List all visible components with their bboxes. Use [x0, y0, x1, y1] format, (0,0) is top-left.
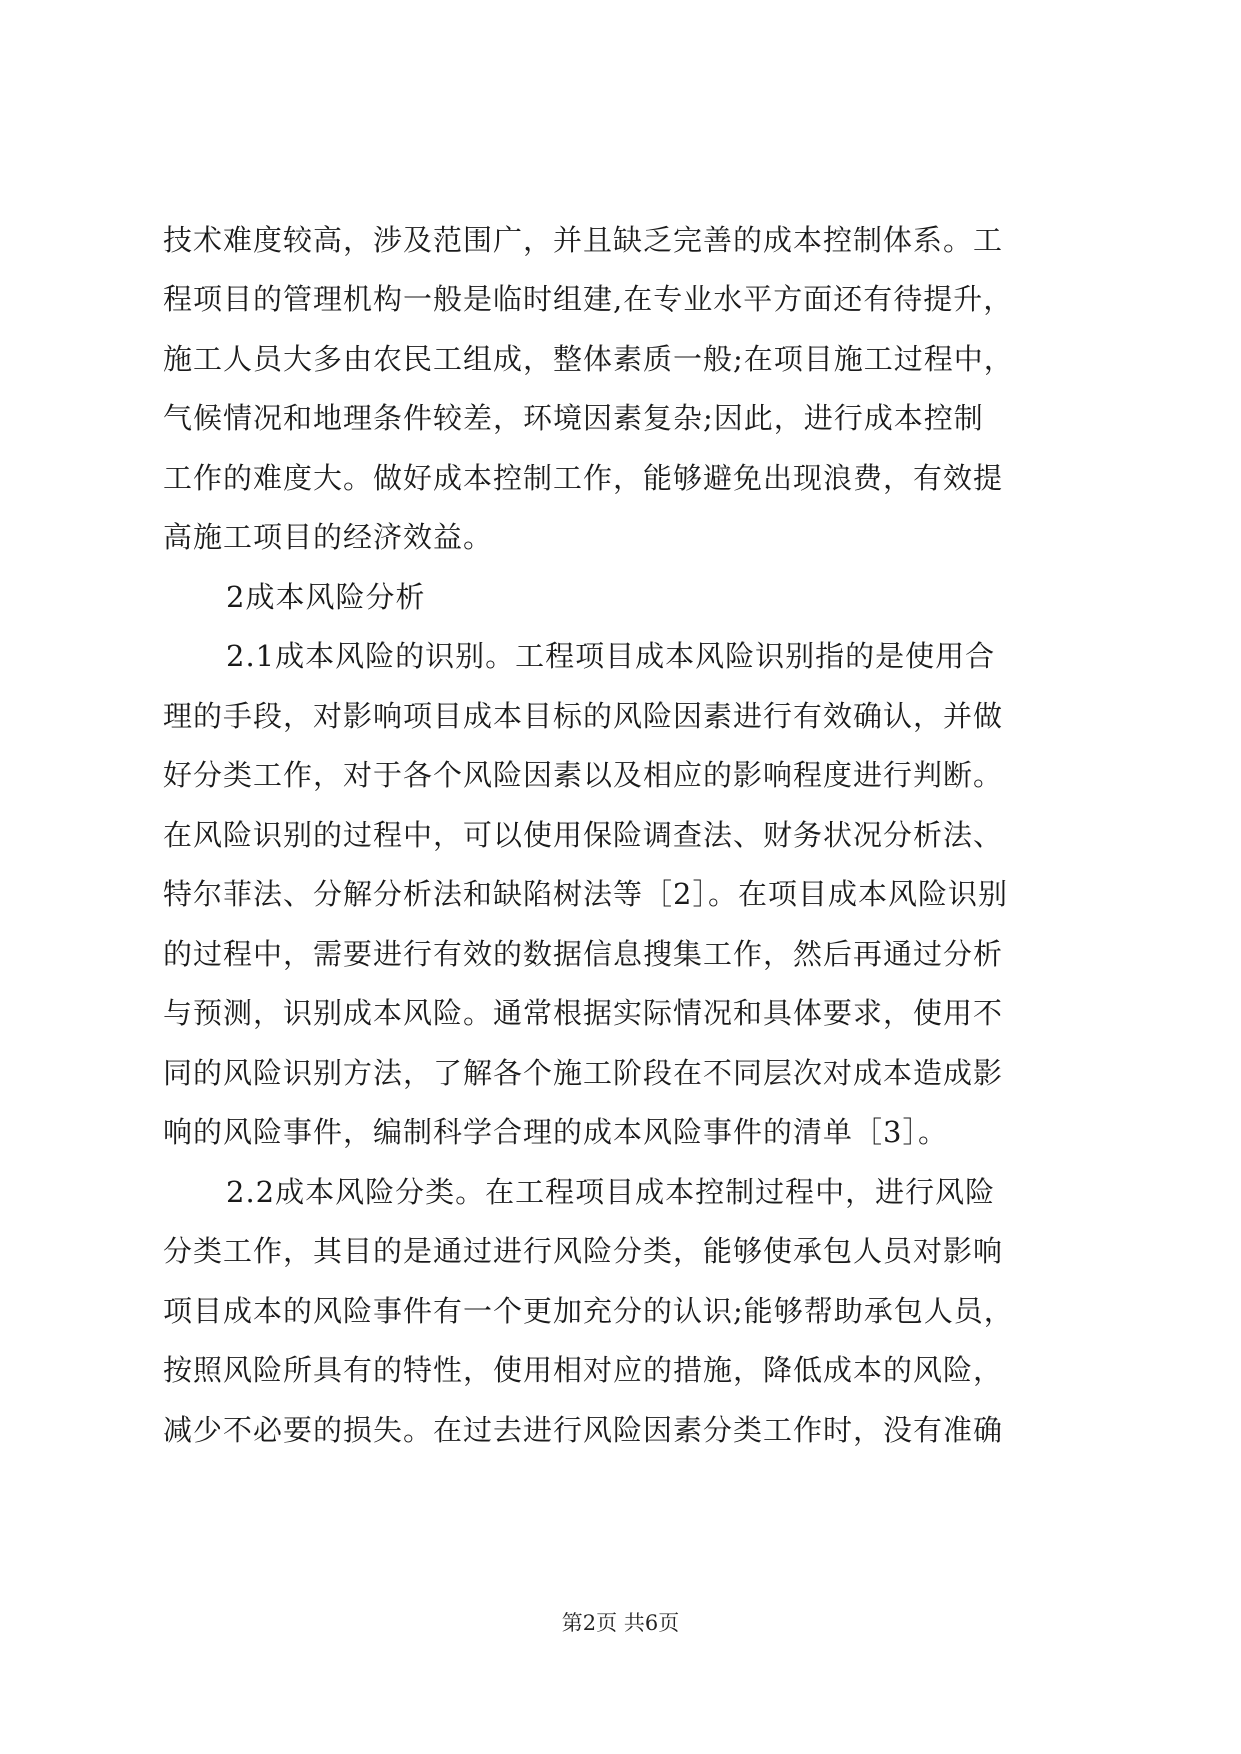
text-line: 气候情况和地理条件较差，环境因素复杂;因此，进行成本控制	[163, 401, 984, 435]
text-line: 同的风险识别方法，了解各个施工阶段在不同层次对成本造成影	[163, 1056, 1004, 1090]
text-line: 的过程中，需要进行有效的数据信息搜集工作，然后再通过分析	[163, 937, 1004, 971]
text-line: 与预测，识别成本风险。通常根据实际情况和具体要求，使用不	[163, 996, 1004, 1030]
text-line: 施工人员大多由农民工组成，整体素质一般;在项目施工过程中，	[163, 342, 1014, 376]
text-line: 按照风险所具有的特性，使用相对应的措施，降低成本的风险，	[163, 1353, 1004, 1387]
text-line: 减少不必要的损失。在过去进行风险因素分类工作时，没有准确	[163, 1413, 1004, 1447]
section-heading: 2成本风险分析	[226, 580, 426, 614]
text-line: 特尔菲法、分解分析法和缺陷树法等［2］。在项目成本风险识别	[163, 877, 1008, 911]
text-line: 响的风险事件，编制科学合理的成本风险事件的清单［3］。	[163, 1115, 948, 1149]
text-line: 分类工作，其目的是通过进行风险分类，能够使承包人员对影响	[163, 1234, 1004, 1268]
text-line: 好分类工作，对于各个风险因素以及相应的影响程度进行判断。	[163, 758, 1004, 792]
text-line: 技术难度较高，涉及范围广，并且缺乏完善的成本控制体系。工	[163, 223, 1004, 257]
text-line: 高施工项目的经济效益。	[163, 520, 494, 554]
text-line: 2.2成本风险分类。在工程项目成本控制过程中，进行风险	[226, 1175, 996, 1209]
text-line: 2.1成本风险的识别。工程项目成本风险识别指的是使用合	[226, 639, 996, 673]
text-line: 项目成本的风险事件有一个更加充分的认识;能够帮助承包人员，	[163, 1294, 1014, 1328]
text-line: 在风险识别的过程中，可以使用保险调查法、财务状况分析法、	[163, 818, 1004, 852]
text-line: 工作的难度大。做好成本控制工作，能够避免出现浪费，有效提	[163, 461, 1004, 495]
text-line: 理的手段，对影响项目成本目标的风险因素进行有效确认，并做	[163, 699, 1004, 733]
page-footer: 第2页 共6页	[561, 1611, 680, 1635]
text-line: 程项目的管理机构一般是临时组建,在专业水平方面还有待提升，	[163, 282, 1014, 316]
